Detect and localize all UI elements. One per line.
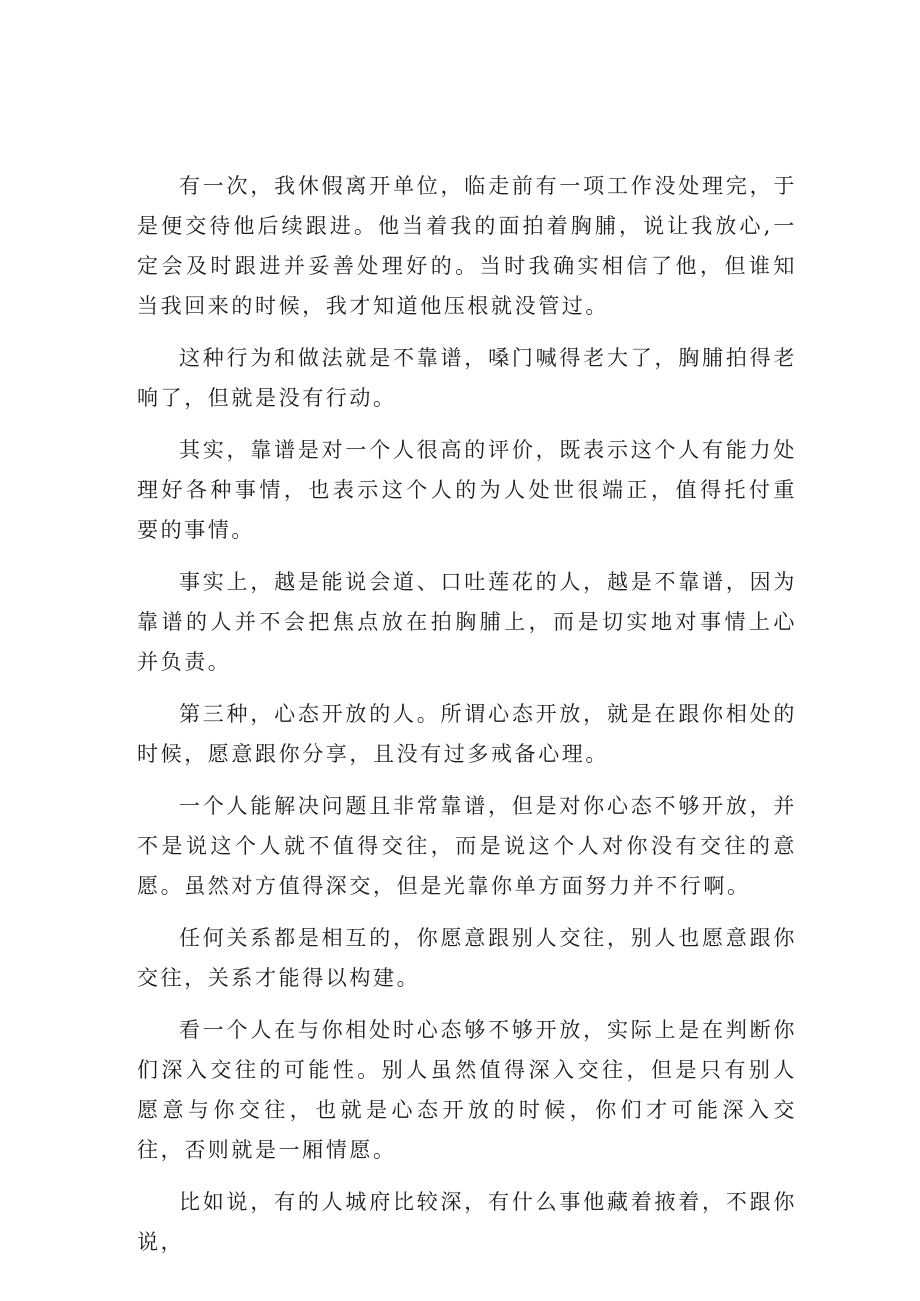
paragraph-7: 任何关系都是相互的，你愿意跟别人交往，别人也愿意跟你交往，关系才能得以构建。 xyxy=(137,926,797,990)
paragraph-3: 其实，靠谱是对一个人很高的评价，既表示这个人有能力处理好各种事情，也表示这个人的为人处世很端正，值得托付重要的事情。 xyxy=(137,438,797,542)
paragraph-8: 看一个人在与你相处时心态够不够开放，实际上是在判断你们深入交往的可能性。别人虽然值得深入交往，但是只有别人愿意与你交往，也就是心态开放的时候，你们才可能深入交往，否则就是一厢情愿。 xyxy=(137,1018,797,1162)
paragraph-9: 比如说，有的人城府比较深，有什么事他藏着掖着，不跟你说， xyxy=(137,1190,797,1254)
document-body xyxy=(137,166,797,1274)
paragraph-6: 一个人能解决问题且非常靠谱，但是对你心态不够开放，并不是说这个人就不值得交往，而是说这个人对你没有交往的意愿。虽然对方值得深交，但是光靠你单方面努力并不行啊。 xyxy=(137,794,797,898)
paragraph-2: 这种行为和做法就是不靠谱，嗓门喊得老大了，胸脯拍得老响了，但就是没有行动。 xyxy=(137,346,797,410)
paragraph-1: 有一次，我休假离开单位，临走前有一项工作没处理完，于是便交待他后续跟进。他当着我的面拍着胸脯，说让我放心,一定会及时跟进并妥善处理好的。当时我确实相信了他，但谁知当我回来的时候，我才知道他压根就没管过。 xyxy=(137,174,797,318)
paragraph-5: 第三种，心态开放的人。所谓心态开放，就是在跟你相处的时候，愿意跟你分享，且没有过多戒备心理。 xyxy=(137,702,797,766)
paragraph-4: 事实上，越是能说会道、口吐莲花的人，越是不靠谱，因为靠谱的人并不会把焦点放在拍胸脯上，而是切实地对事情上心并负责。 xyxy=(137,570,797,674)
